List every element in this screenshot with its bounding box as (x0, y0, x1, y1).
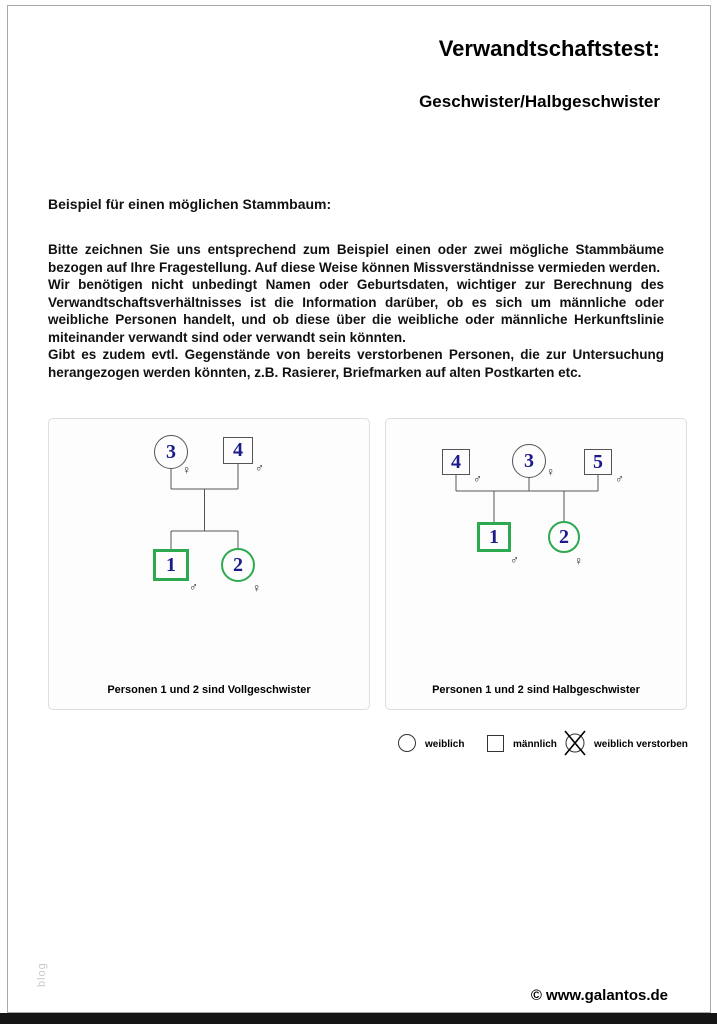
male-symbol: ♂ (189, 580, 198, 594)
pedigree-caption-halb: Personen 1 und 2 sind Halbgeschwister (432, 684, 640, 696)
person-number: 1 (166, 553, 176, 576)
person-node-1 (153, 549, 189, 581)
person-node-2 (221, 548, 255, 582)
person-node-3 (512, 444, 546, 478)
male-symbol: ♂ (510, 553, 519, 567)
person-number: 4 (233, 439, 243, 461)
male-symbol: ♂ (473, 472, 482, 486)
female-symbol: ♀ (574, 554, 583, 568)
intro-paragraph-3: Gibt es zudem evtl. Gegenstände von bereits verstorbenen Personen, die zur Untersuchung herangezogen werden könnten, z.B. Rasierer, Briefmarken auf alten Postkarten etc. (48, 347, 664, 380)
legend-deceased-crossed-circle-icon (560, 728, 590, 758)
person-node-5 (584, 449, 612, 475)
legend-deceased-label: weiblich verstorben (594, 739, 688, 750)
person-node-4 (442, 449, 470, 475)
male-symbol: ♂ (615, 472, 624, 486)
legend-female-label: weiblich (425, 739, 465, 750)
copyright-text: © www.galantos.de (530, 987, 668, 1004)
person-number: 3 (524, 449, 534, 472)
person-number: 3 (166, 440, 176, 463)
person-number: 4 (451, 450, 461, 473)
person-node-4 (223, 437, 253, 464)
legend-male-label: männlich (513, 739, 557, 750)
intro-paragraph-1: Bitte zeichnen Sie uns entsprechend zum Beispiel einen oder zwei mögliche Stammbäume bezogen auf Ihre Fragestellung. Auf diese Weise können Missverständnisse vermieden werden. (48, 242, 664, 275)
legend-female-circle-icon (398, 734, 416, 752)
person-number: 2 (233, 553, 243, 576)
person-number: 2 (559, 525, 569, 548)
pedigree-caption-voll: Personen 1 und 2 sind Vollgeschwister (107, 684, 311, 696)
title-block (419, 36, 660, 112)
person-number: 5 (593, 450, 603, 473)
page-title: Verwandtschaftstest: (438, 36, 660, 61)
female-symbol: ♀ (182, 463, 191, 477)
person-node-2 (548, 521, 580, 553)
watermark-blog: blog (36, 962, 48, 987)
female-symbol: ♀ (252, 581, 261, 595)
intro-section (48, 196, 664, 381)
bottom-bar (0, 1013, 717, 1024)
pedigree-vollgeschwister (48, 418, 370, 710)
intro-paragraph-2: Wir benötigen nicht unbedingt Namen oder Geburtsdaten, wichtiger zur Berechnung des Verwandtschaftsverhältnisses ist die Information darüber, ob es sich um männliche oder weibliche Personen handelt, und ob diese über die weibliche oder männliche Herkunftslinie miteinander verwandt sind oder verwandt sein könnten. (48, 277, 664, 345)
person-node-1 (477, 522, 511, 552)
person-number: 1 (489, 525, 499, 548)
intro-heading: Beispiel für einen möglichen Stammbaum: (48, 196, 332, 212)
page-subtitle: Geschwister/Halbgeschwister (419, 92, 660, 111)
legend-male-square-icon (487, 735, 504, 752)
pedigree-lines (49, 419, 369, 709)
female-symbol: ♀ (546, 465, 555, 479)
pedigree-halbgeschwister (385, 418, 687, 710)
male-symbol: ♂ (255, 461, 264, 475)
